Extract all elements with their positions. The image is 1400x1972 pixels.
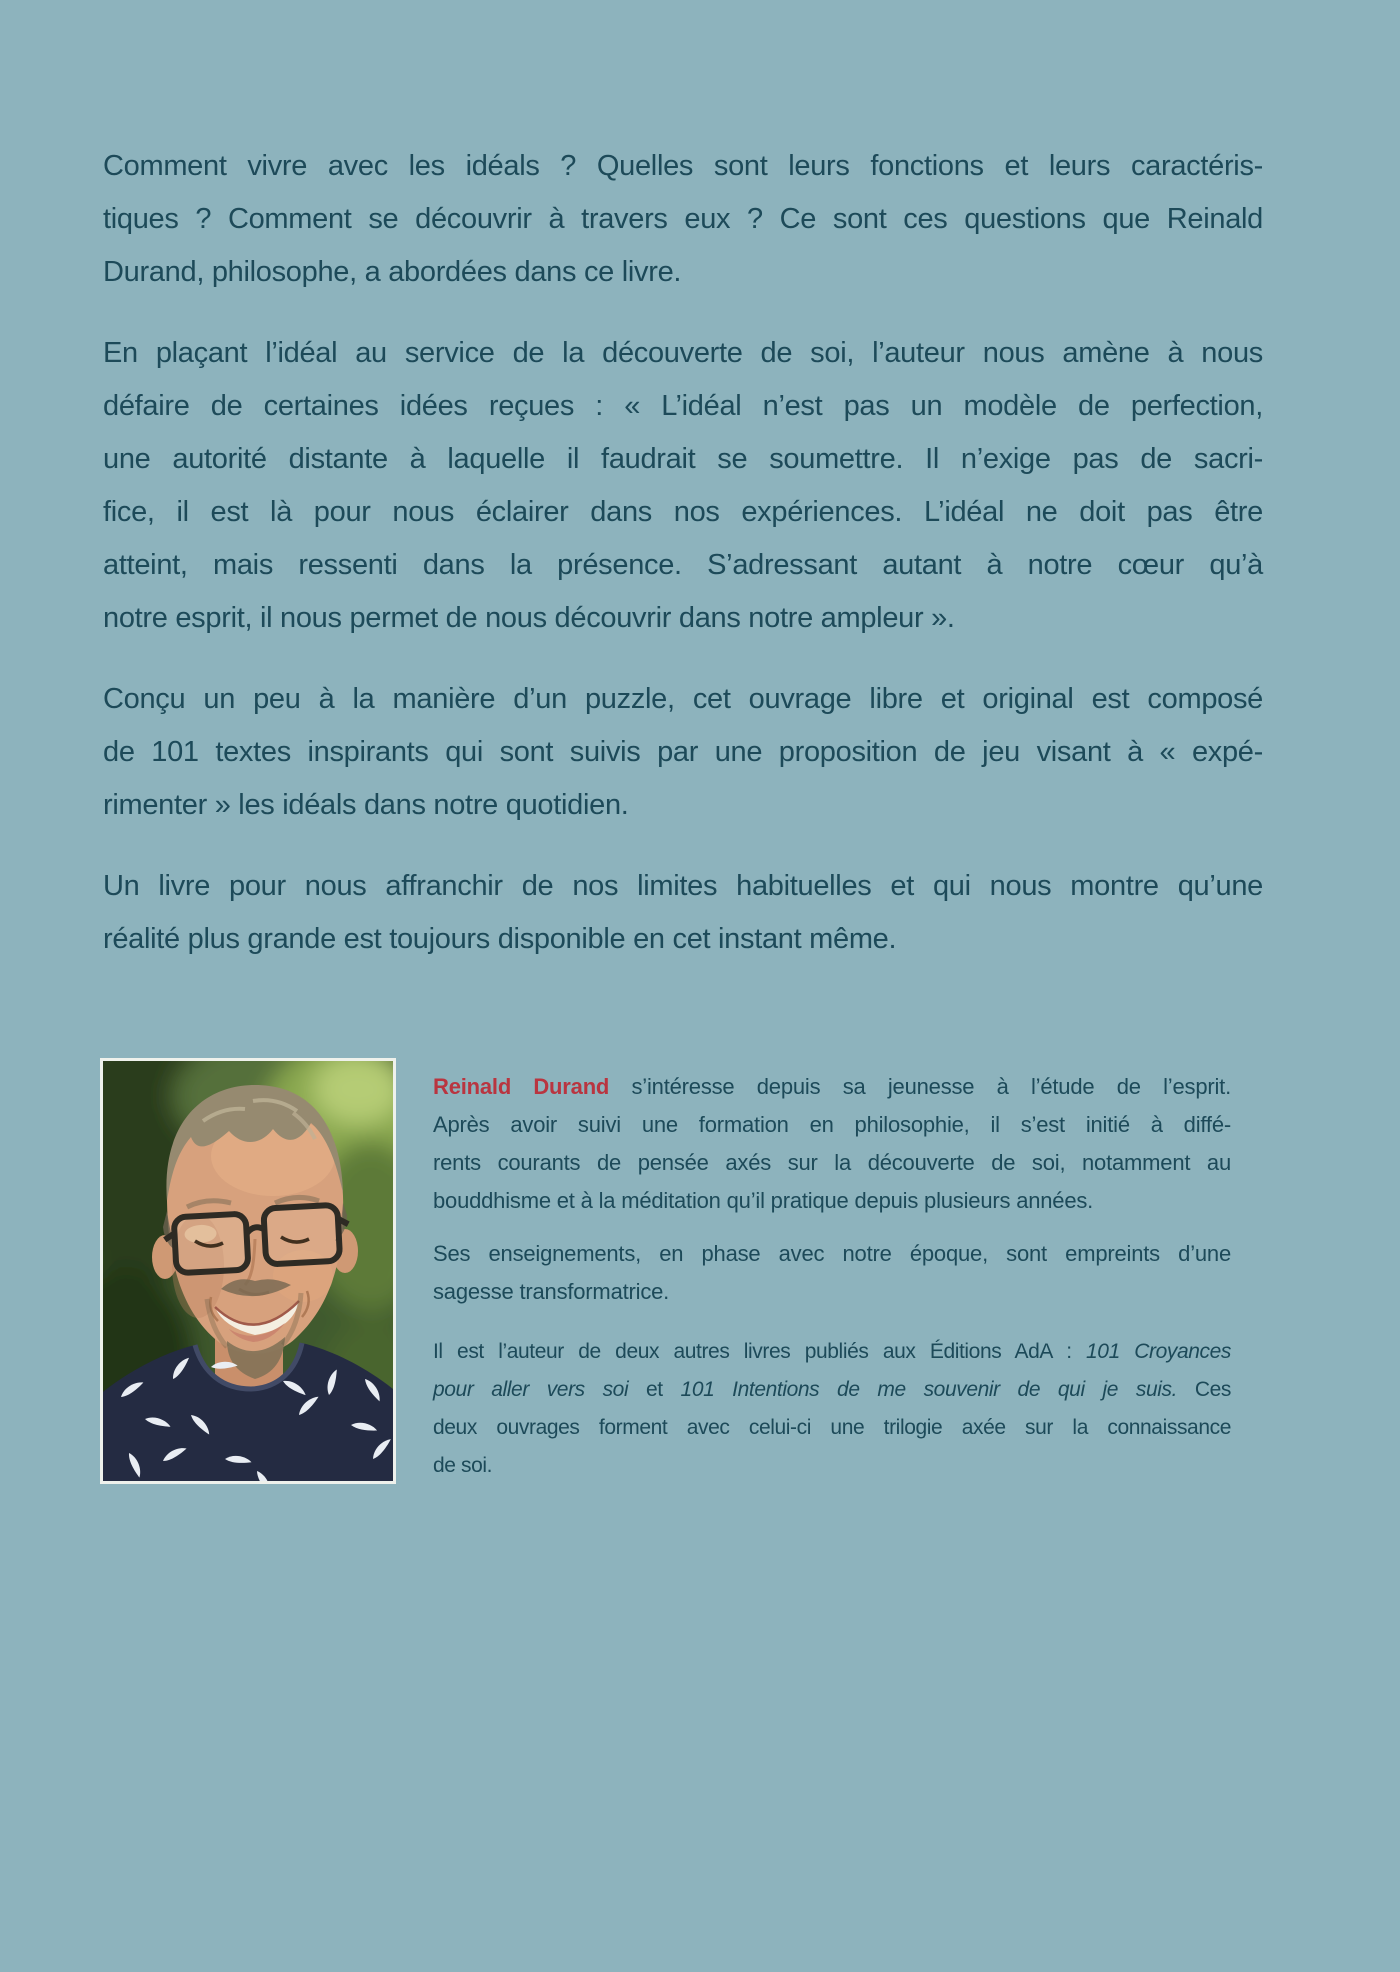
text-line: réalité plus grande est toujours disponible en cet instant même. [103,923,897,955]
author-name: Reinald Durand [433,1074,610,1099]
text-line: notre esprit, il nous permet de nous découvrir dans notre ampleur ». [103,602,955,634]
text-line [433,1333,1231,1371]
bio-paragraph-1 [433,1068,1231,1220]
author-portrait-illustration [103,1061,393,1481]
text-line: Comment vivre avec les idéals ? Quelles sont leurs fonctions et leurs caractéris- [103,150,1263,182]
text-segment: pour aller vers soi [433,1378,629,1401]
text-line: tiques ? Comment se découvrir à travers eux ? Ce sont ces questions que Reinald [103,203,1263,235]
text-line: une autorité distante à laquelle il faudrait se soumettre. Il n’exige pas de sacri- [103,443,1263,475]
synopsis-paragraph-3 [103,673,1263,832]
text-segment: et [628,1378,681,1401]
text-segment: Ses enseignements, en phase avec notre époque, sont empreints d’une [433,1241,1231,1266]
text-line: Durand, philosophe, a abordées dans ce livre. [103,256,682,288]
text-line: Conçu un peu à la manière d’un puzzle, cet ouvrage libre et original est composé [103,683,1263,715]
synopsis-paragraph-1 [103,140,1263,299]
text-line [433,1068,1231,1106]
text-line: défaire de certaines idées reçues : « L’idéal n’est pas un modèle de perfection, [103,390,1263,422]
text-segment: de soi. [433,1454,493,1477]
synopsis-paragraph-4 [103,860,1263,966]
text-line [433,1409,1231,1447]
text-line [433,1144,1231,1182]
synopsis-paragraph-2 [103,327,1263,645]
text-segment: Après avoir suivi une formation en philosophie, il s’est initié à diffé- [433,1112,1231,1137]
text-segment: s’intéresse depuis sa jeunesse à l’étude de l’esprit. [609,1074,1231,1099]
synopsis [103,140,1263,994]
text-line: fice, il est là pour nous éclairer dans nos expériences. L’idéal ne doit pas être [103,496,1263,528]
text-segment: deux ouvrages forment avec celui-ci une trilogie axée sur la connaissance [433,1416,1231,1439]
bio-paragraph-3 [433,1333,1231,1485]
bio-paragraph-2 [433,1235,1231,1311]
text-line: atteint, mais ressenti dans la présence. S’adressant autant à notre cœur qu’à [103,549,1263,581]
text-line: En plaçant l’idéal au service de la découverte de soi, l’auteur nous amène à nous [103,337,1263,369]
text-line: de 101 textes inspirants qui sont suivis par une proposition de jeu visant à « expé- [103,736,1263,768]
text-line [433,1182,1231,1220]
text-segment: 101 Croyances [1086,1340,1231,1363]
text-segment: sagesse transformatrice. [433,1279,670,1304]
text-line [433,1235,1231,1273]
text-segment: bouddhisme et à la méditation qu’il pratique depuis plusieurs années. [433,1188,1094,1213]
text-segment: Ces [1177,1378,1231,1401]
text-segment: 101 Intentions de me souvenir de qui je suis. [680,1378,1178,1401]
text-segment: rents courants de pensée axés sur la découverte de soi, notamment au [433,1150,1231,1175]
text-line [433,1273,1231,1311]
author-bio [433,1068,1231,1500]
text-line [433,1106,1231,1144]
text-line [433,1447,1231,1485]
author-photo [100,1058,396,1484]
text-line: Un livre pour nous affranchir de nos limites habituelles et qui nous montre qu’une [103,870,1263,902]
text-line: rimenter » les idéals dans notre quotidien. [103,789,629,821]
text-line [433,1371,1231,1409]
text-segment: Il est l’auteur de deux autres livres publiés aux Éditions AdA : [433,1340,1087,1363]
